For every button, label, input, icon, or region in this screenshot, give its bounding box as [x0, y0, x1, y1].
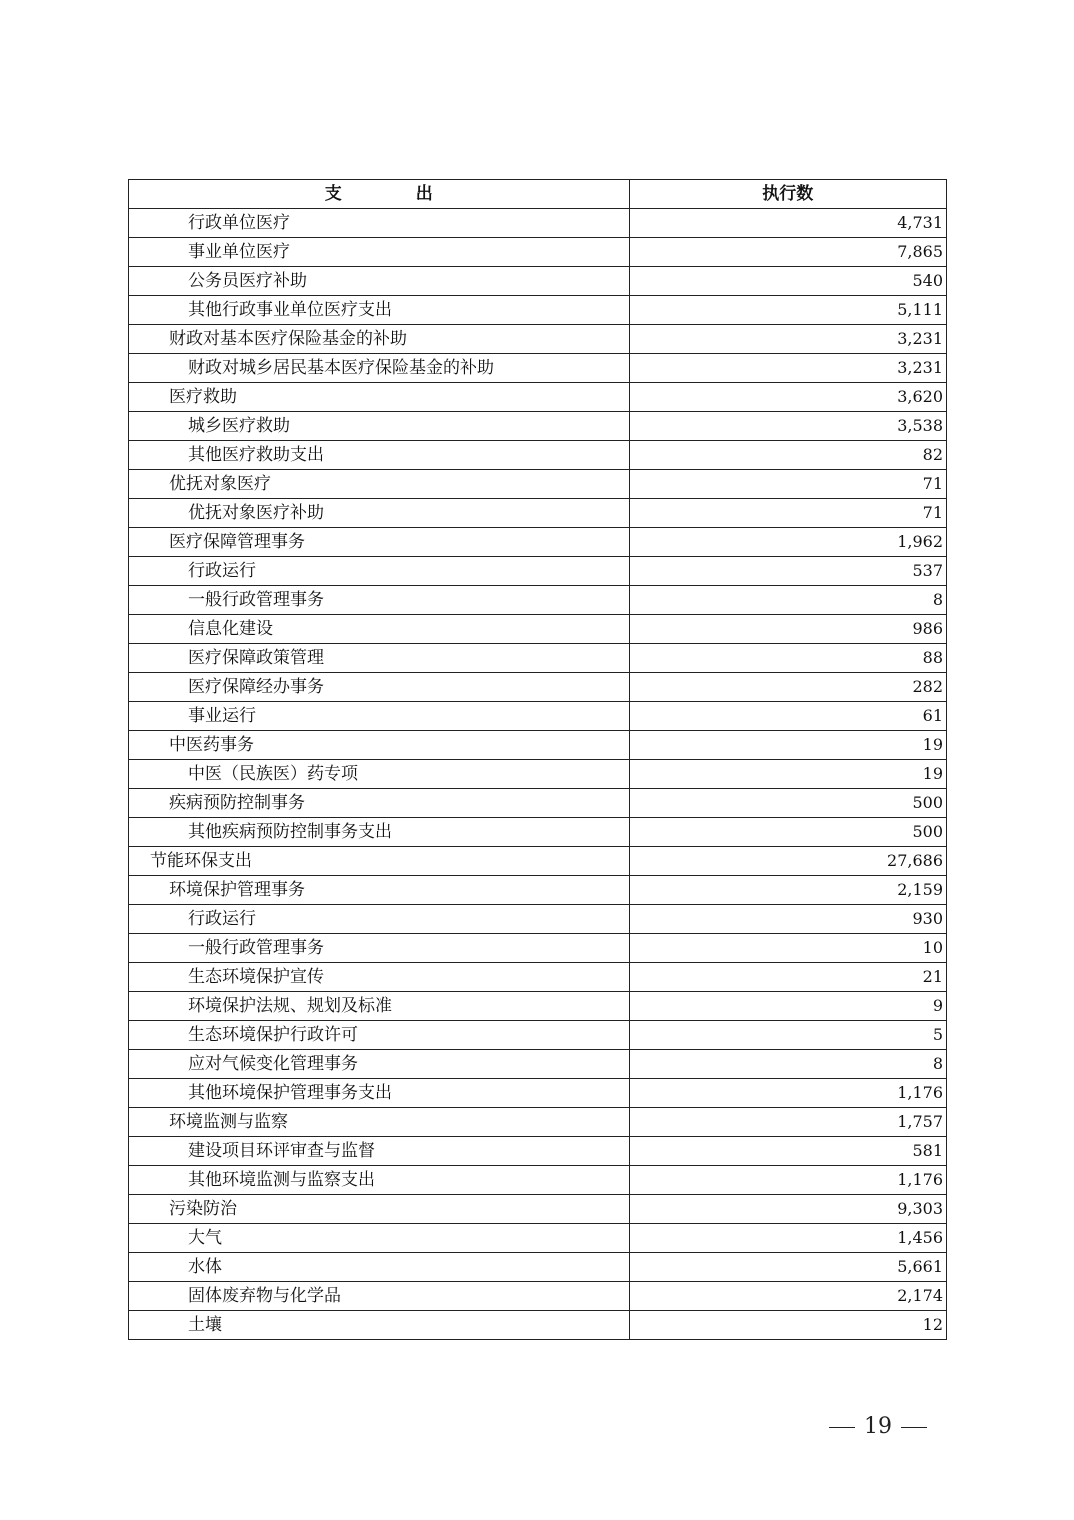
row-item-amount: 930	[629, 905, 946, 934]
row-item-amount: 61	[629, 702, 946, 731]
table-row	[129, 586, 947, 615]
row-item-amount: 5,111	[629, 296, 946, 325]
row-item-amount: 19	[629, 731, 946, 760]
table-row	[129, 441, 947, 470]
table-row	[129, 731, 947, 760]
expense-column-header	[129, 180, 630, 209]
row-item-amount: 1,962	[629, 528, 946, 557]
table-row	[129, 1224, 947, 1253]
table-row	[129, 1282, 947, 1311]
row-item-amount: 986	[629, 615, 946, 644]
table-header-row	[129, 180, 947, 209]
row-item-amount: 4,731	[629, 209, 946, 238]
row-item-amount: 581	[629, 1137, 946, 1166]
table-row	[129, 992, 947, 1021]
row-item-amount: 8	[629, 1050, 946, 1079]
row-item-amount: 2,159	[629, 876, 946, 905]
table-row	[129, 673, 947, 702]
row-item-name: 财政对基本医疗保险基金的补助	[129, 325, 630, 354]
row-item-amount: 71	[629, 499, 946, 528]
row-item-name: 其他环境监测与监察支出	[129, 1166, 630, 1195]
row-item-amount: 3,538	[629, 412, 946, 441]
row-item-amount: 282	[629, 673, 946, 702]
row-item-name: 生态环境保护宣传	[129, 963, 630, 992]
row-item-name: 生态环境保护行政许可	[129, 1021, 630, 1050]
row-item-amount: 9,303	[629, 1195, 946, 1224]
row-item-name: 环境监测与监察	[129, 1108, 630, 1137]
table-row	[129, 1050, 947, 1079]
table-row	[129, 818, 947, 847]
row-item-name: 疾病预防控制事务	[129, 789, 630, 818]
row-item-amount: 2,174	[629, 1282, 946, 1311]
row-item-name: 财政对城乡居民基本医疗保险基金的补助	[129, 354, 630, 383]
table-row	[129, 1021, 947, 1050]
row-item-amount: 8	[629, 586, 946, 615]
table-row	[129, 644, 947, 673]
row-item-name: 建设项目环评审查与监督	[129, 1137, 630, 1166]
row-item-name: 医疗救助	[129, 383, 630, 412]
row-item-amount: 5,661	[629, 1253, 946, 1282]
row-item-name: 行政单位医疗	[129, 209, 630, 238]
table-row	[129, 789, 947, 818]
row-item-name: 土壤	[129, 1311, 630, 1340]
row-item-amount: 500	[629, 789, 946, 818]
table-row	[129, 615, 947, 644]
row-item-amount: 3,620	[629, 383, 946, 412]
row-item-name: 固体废弃物与化学品	[129, 1282, 630, 1311]
row-item-name: 事业单位医疗	[129, 238, 630, 267]
row-item-amount: 537	[629, 557, 946, 586]
row-item-name: 环境保护管理事务	[129, 876, 630, 905]
table-row	[129, 1311, 947, 1340]
table-row	[129, 325, 947, 354]
row-item-amount: 10	[629, 934, 946, 963]
row-item-amount: 3,231	[629, 325, 946, 354]
row-item-name: 中医（民族医）药专项	[129, 760, 630, 789]
row-item-name: 公务员医疗补助	[129, 267, 630, 296]
table-row	[129, 209, 947, 238]
row-item-name: 医疗保障政策管理	[129, 644, 630, 673]
table-row	[129, 1137, 947, 1166]
row-item-name: 其他行政事业单位医疗支出	[129, 296, 630, 325]
table-row	[129, 1079, 947, 1108]
row-item-amount: 88	[629, 644, 946, 673]
table-row	[129, 1166, 947, 1195]
table-row	[129, 702, 947, 731]
row-item-amount: 1,757	[629, 1108, 946, 1137]
row-item-amount: 1,456	[629, 1224, 946, 1253]
page-number	[826, 1412, 930, 1442]
row-item-amount: 5	[629, 1021, 946, 1050]
row-item-name: 医疗保障经办事务	[129, 673, 630, 702]
row-item-amount: 82	[629, 441, 946, 470]
row-item-amount: 12	[629, 1311, 946, 1340]
table-row	[129, 238, 947, 267]
table-row	[129, 876, 947, 905]
row-item-amount: 7,865	[629, 238, 946, 267]
row-item-amount: 27,686	[629, 847, 946, 876]
table-body	[129, 209, 947, 1340]
row-item-name: 其他医疗救助支出	[129, 441, 630, 470]
row-item-name: 节能环保支出	[129, 847, 630, 876]
row-item-name: 污染防治	[129, 1195, 630, 1224]
row-item-amount: 71	[629, 470, 946, 499]
row-item-name: 其他疾病预防控制事务支出	[129, 818, 630, 847]
expense-header-left: 支	[324, 184, 342, 204]
row-item-name: 城乡医疗救助	[129, 412, 630, 441]
row-item-name: 环境保护法规、规划及标准	[129, 992, 630, 1021]
row-item-name: 其他环境保护管理事务支出	[129, 1079, 630, 1108]
row-item-name: 优抚对象医疗补助	[129, 499, 630, 528]
row-item-name: 中医药事务	[129, 731, 630, 760]
row-item-name: 水体	[129, 1253, 630, 1282]
row-item-name: 信息化建设	[129, 615, 630, 644]
row-item-amount: 1,176	[629, 1079, 946, 1108]
row-item-name: 医疗保障管理事务	[129, 528, 630, 557]
table-row	[129, 499, 947, 528]
table-row	[129, 557, 947, 586]
table-row	[129, 905, 947, 934]
table-row	[129, 383, 947, 412]
table-row	[129, 267, 947, 296]
page-number-dash-left	[829, 1427, 855, 1428]
row-item-amount: 19	[629, 760, 946, 789]
page-number-dash-right	[901, 1427, 927, 1428]
row-item-name: 行政运行	[129, 557, 630, 586]
row-item-name: 一般行政管理事务	[129, 934, 630, 963]
row-item-name: 一般行政管理事务	[129, 586, 630, 615]
table-row	[129, 963, 947, 992]
budget-execution-table	[128, 179, 947, 1340]
table-row	[129, 847, 947, 876]
row-item-name: 优抚对象医疗	[129, 470, 630, 499]
table-row	[129, 354, 947, 383]
row-item-amount: 1,176	[629, 1166, 946, 1195]
row-item-amount: 500	[629, 818, 946, 847]
page-number-text: 19	[864, 1414, 892, 1439]
table-row	[129, 296, 947, 325]
table-row	[129, 528, 947, 557]
row-item-name: 行政运行	[129, 905, 630, 934]
row-item-name: 大气	[129, 1224, 630, 1253]
row-item-name: 事业运行	[129, 702, 630, 731]
table-row	[129, 1108, 947, 1137]
row-item-amount: 3,231	[629, 354, 946, 383]
row-item-amount: 540	[629, 267, 946, 296]
table-row	[129, 1253, 947, 1282]
row-item-amount: 21	[629, 963, 946, 992]
row-item-name: 应对气候变化管理事务	[129, 1050, 630, 1079]
table-row	[129, 760, 947, 789]
table-row	[129, 470, 947, 499]
table-row	[129, 934, 947, 963]
table-row	[129, 412, 947, 441]
table-row	[129, 1195, 947, 1224]
expense-header-right: 出	[415, 184, 433, 204]
row-item-amount: 9	[629, 992, 946, 1021]
amount-column-header: 执行数	[629, 180, 946, 209]
